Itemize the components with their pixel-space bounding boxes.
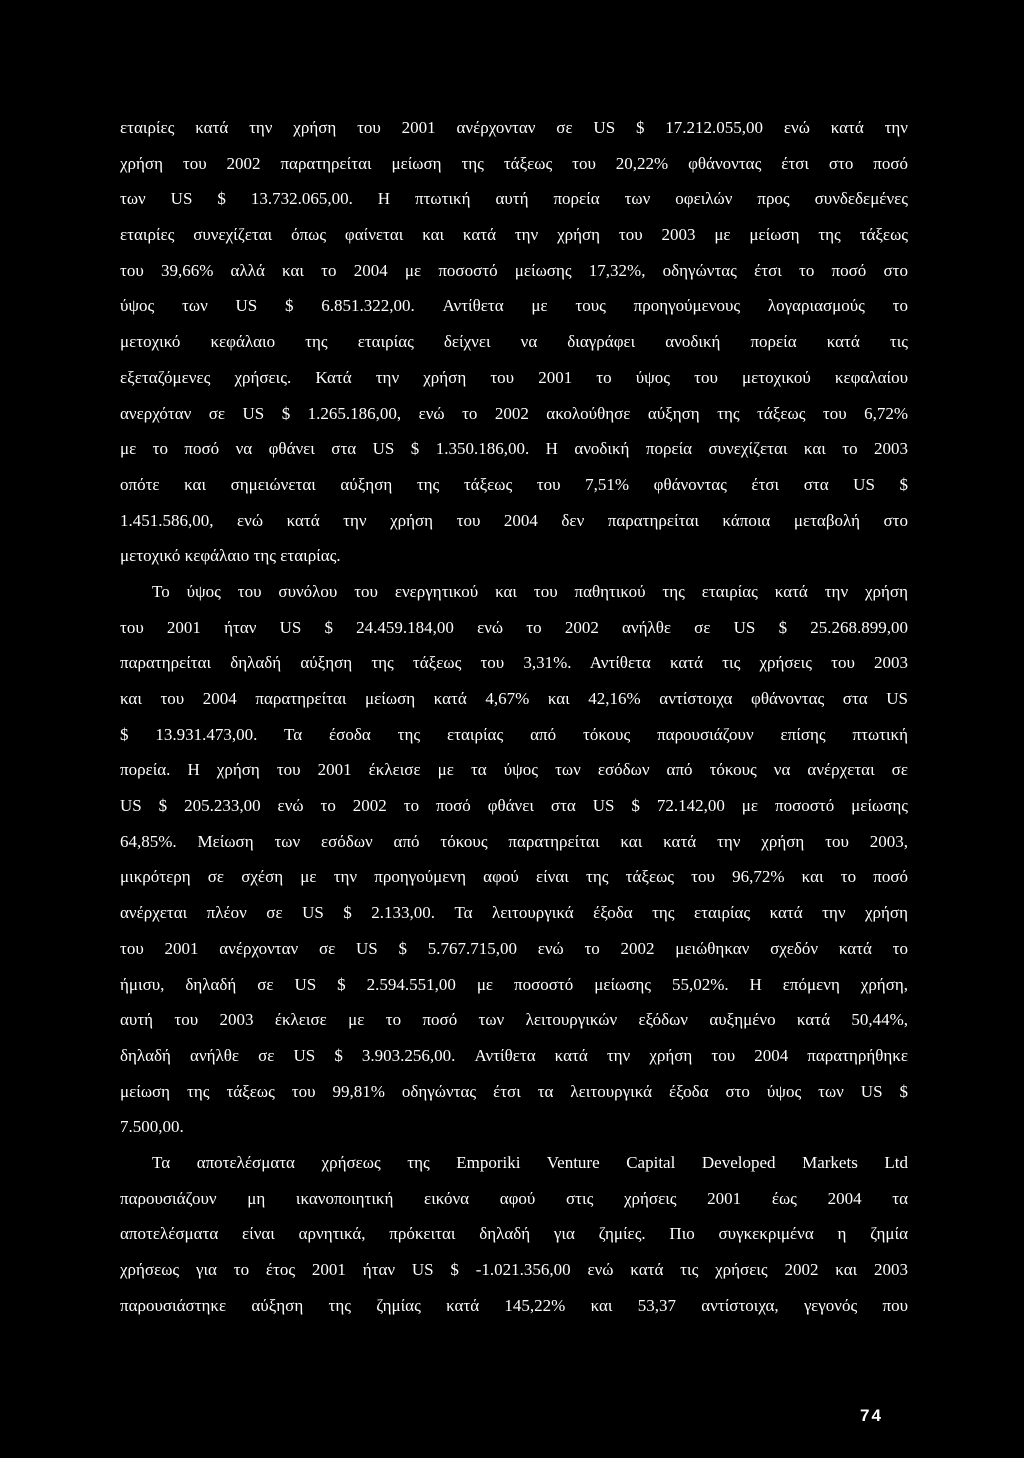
text-line: εταιρίες συνεχίζεται όπως φαίνεται και κατά την χρήση του 2003 με μείωση της τάξεως <box>120 225 908 245</box>
text-line: οπότε και σημειώνεται αύξηση της τάξεως του 7,51% φθάνοντας έτσι στα US $ <box>120 474 908 494</box>
text-line: παρουσιάστηκε αύξηση της ζημίας κατά 145,22% και 53,37 αντίστοιχα, γεγονός που <box>120 1295 908 1315</box>
text-line: χρήση του 2002 παρατηρείται μείωση της τάξεως του 20,22% φθάνοντας έτσι στο ποσό <box>120 153 908 173</box>
text-line: Το ύψος του συνόλου του ενεργητικού και του παθητικού της εταιρίας κατά την χρήση <box>152 581 908 601</box>
text-line: παρατηρείται δηλαδή αύξηση της τάξεως του 3,31%. Αντίθετα κατά τις χρήσεις του 2003 <box>120 653 908 673</box>
text-line: του 2001 ήταν US $ 24.459.184,00 ενώ το 2002 ανήλθε σε US $ 25.268.899,00 <box>120 617 908 637</box>
text-line: εξεταζόμενες χρήσεις. Κατά την χρήση του 2001 το ύψος του μετοχικού κεφαλαίου <box>120 367 908 387</box>
text-line: των US $ 13.732.065,00. Η πτωτική αυτή πορεία των οφειλών προς συνδεδεμένες <box>120 189 908 209</box>
text-line: 1.451.586,00, ενώ κατά την χρήση του 2004 δεν παρατηρείται κάποια μεταβολή στο <box>120 510 908 530</box>
text-line: μείωση της τάξεως του 99,81% οδηγώντας έτσι τα λειτουργικά έξοδα στο ύψος των US $ <box>120 1081 908 1101</box>
text-line: δηλαδή ανήλθε σε US $ 3.903.256,00. Αντίθετα κατά την χρήση του 2004 παρατηρήθηκε <box>120 1045 908 1065</box>
text-line: παρουσιάζουν μη ικανοποιητική εικόνα αφού στις χρήσεις 2001 έως 2004 τα <box>120 1188 908 1208</box>
text-line: του 39,66% αλλά και το 2004 με ποσοστό μείωσης 17,32%, οδηγώντας έτσι το ποσό στο <box>120 260 908 280</box>
text-line: αποτελέσματα είναι αρνητικά, πρόκειται δηλαδή για ζημίες. Πιο συγκεκριμένα η ζημία <box>120 1224 908 1244</box>
text-line: πορεία. Η χρήση του 2001 έκλεισε με τα ύψος των εσόδων από τόκους να ανέρχεται σε <box>120 760 908 780</box>
text-line: μετοχικό κεφάλαιο της εταιρίας. <box>120 546 341 566</box>
text-line: μετοχικό κεφάλαιο της εταιρίας δείχνει να διαγράφει ανοδική πορεία κατά τις <box>120 332 908 352</box>
paragraph <box>120 110 908 574</box>
text-line: 7.500,00. <box>120 1117 184 1137</box>
document-body <box>120 110 908 1323</box>
text-line: εταιρίες κατά την χρήση του 2001 ανέρχονταν σε US $ 17.212.055,00 ενώ κατά την <box>120 118 908 137</box>
paragraph <box>120 1145 908 1323</box>
text-line: ανερχόταν σε US $ 1.265.186,00, ενώ το 2002 ακολούθησε αύξηση της τάξεως του 6,72% <box>120 403 908 423</box>
text-line: $ 13.931.473,00. Τα έσοδα της εταιρίας από τόκους παρουσιάζουν επίσης πτωτική <box>120 724 908 744</box>
text-line: Τα αποτελέσματα χρήσεως της Emporiki Venture Capital Developed Markets Ltd <box>152 1152 908 1172</box>
text-line: ανέρχεται πλέον σε US $ 2.133,00. Τα λειτουργικά έξοδα της εταιρίας κατά την χρήση <box>120 903 908 923</box>
text-line: ήμισυ, δηλαδή σε US $ 2.594.551,00 με ποσοστό μείωσης 55,02%. Η επόμενη χρήση, <box>120 974 908 994</box>
text-line: και του 2004 παρατηρείται μείωση κατά 4,67% και 42,16% αντίστοιχα φθάνοντας στα US <box>120 689 908 708</box>
text-line: αυτή του 2003 έκλεισε με το ποσό των λειτουργικών εξόδων αυξημένο κατά 50,44%, <box>120 1010 908 1030</box>
text-line: US $ 205.233,00 ενώ το 2002 το ποσό φθάνει στα US $ 72.142,00 με ποσοστό μείωσης <box>120 796 908 816</box>
paragraph <box>120 574 908 1145</box>
text-line: με το ποσό να φθάνει στα US $ 1.350.186,00. Η ανοδική πορεία συνεχίζεται και το 2003 <box>120 439 908 459</box>
text-line: του 2001 ανέρχονταν σε US $ 5.767.715,00 ενώ το 2002 μειώθηκαν σχεδόν κατά το <box>120 938 908 958</box>
page-number: 74 <box>860 1406 883 1425</box>
text-line: 64,85%. Μείωση των εσόδων από τόκους παρατηρείται και κατά την χρήση του 2003, <box>120 831 908 851</box>
text-line: χρήσεως για το έτος 2001 ήταν US $ -1.021.356,00 ενώ κατά τις χρήσεις 2002 και 2003 <box>120 1260 908 1279</box>
text-line: ύψος των US $ 6.851.322,00. Αντίθετα με τους προηγούμενους λογαριασμούς το <box>120 296 908 316</box>
text-line: μικρότερη σε σχέση με την προηγούμενη αφού είναι της τάξεως του 96,72% και το ποσό <box>120 867 908 887</box>
